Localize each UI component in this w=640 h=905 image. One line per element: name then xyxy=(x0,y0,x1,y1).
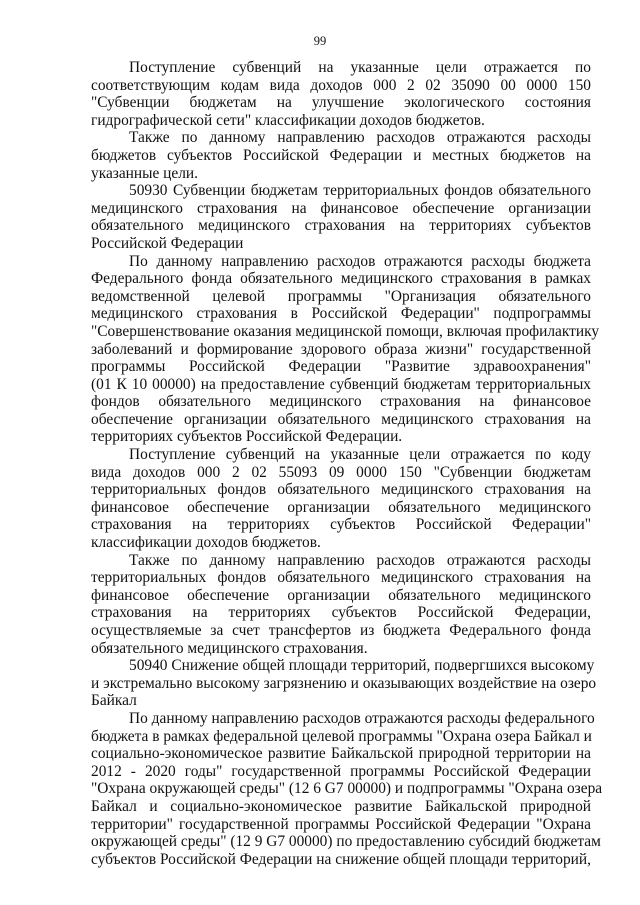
text-line: 50940 Снижение общей площади территорий, подвергшихся высокому xyxy=(129,657,595,675)
text-line: бюджета в рамках федеральной целевой программы "Охрана озера Байкал и xyxy=(91,727,592,745)
text-line: классификации доходов бюджетов. xyxy=(91,534,321,552)
text-line: территориях субъектов Российской Федерации. xyxy=(91,428,403,446)
text-line: вида доходов 000 2 02 55093 09 0000 150 "Субвенции бюджетам xyxy=(91,463,591,481)
text-line: территориальных фондов обязательного медицинского страхования на xyxy=(91,569,591,587)
text-line: "Совершенствование оказания медицинской помощи, включая профилактику xyxy=(91,322,600,340)
text-line: "Субвенции бюджетам на улучшение экологического состояния xyxy=(91,94,591,112)
text-line: Байкал и социально-экономическое развитие Байкальской природной xyxy=(91,797,591,815)
text-line: страхования на территориях субъектов Российской Федерации" xyxy=(91,516,591,534)
text-line: ведомственной целевой программы "Организация обязательного xyxy=(91,287,591,305)
text-line: "Охрана окружающей среды" (12 6 G7 00000) и подпрограммы "Охрана озера xyxy=(91,780,603,798)
text-line: и экстремально высокому загрязнению и оказывающих воздействие на озеро xyxy=(91,674,597,692)
text-line: Поступление субвенций на указанные цели отражается по коду xyxy=(129,446,591,464)
text-line: обеспечение организации обязательного медицинского страхования на xyxy=(91,410,591,428)
text-line: окружающей среды" (12 9 G7 00000) по предоставлению субсидий бюджетам xyxy=(91,833,601,851)
text-line: бюджетов субъектов Российской Федерации и местных бюджетов на xyxy=(91,146,591,164)
text-line: финансовое обеспечение организации обязательного медицинского xyxy=(91,586,591,604)
text-line: Поступление субвенций на указанные цели отражается по xyxy=(129,59,591,76)
text-line: 50930 Субвенции бюджетам территориальных фондов обязательного xyxy=(129,182,591,200)
text-line: заболеваний и формирование здорового образа жизни" государственной xyxy=(91,340,591,358)
text-line: Также по данному направлению расходов отражаются расходы xyxy=(129,551,591,569)
text-line: 2012 - 2020 годы" государственной программы Российской Федерации xyxy=(91,762,591,780)
text-line: указанные цели. xyxy=(91,164,199,182)
paragraph xyxy=(91,657,597,710)
text-line: гидрографической сети" классификации доходов бюджетов. xyxy=(91,111,485,129)
text-line: обязательного медицинского страхования на территориях субъектов xyxy=(91,217,591,235)
text-line: Байкал xyxy=(91,692,137,710)
paragraph xyxy=(91,252,600,447)
text-line: Федерального фонда обязательного медицинского страхования в рамках xyxy=(91,270,591,288)
text-line: фондов обязательного медицинского страхования на финансовое xyxy=(91,393,591,411)
text-line: осуществляемые за счет трансфертов из бюджета Федерального фонда xyxy=(91,622,591,639)
text-line: Также по данному направлению расходов отражаются расходы xyxy=(129,129,591,147)
text-line: страхования на территориях субъектов Российской Федерации, xyxy=(91,604,591,622)
text-line: Российской Федерации xyxy=(91,234,244,252)
text-line: территориальных фондов обязательного медицинского страхования на xyxy=(91,481,591,499)
text-line: программы Российской Федерации "Развитие здравоохранения" xyxy=(91,358,591,376)
paragraph xyxy=(91,709,603,868)
text-line: По данному направлению расходов отражаются расходы федерального xyxy=(129,709,595,727)
text-line: территории" государственной программы Российской Федерации "Охрана xyxy=(91,815,591,833)
text-line: социально-экономическое развитие Байкальской природной территории на xyxy=(91,745,591,763)
text-line: По данному направлению расходов отражаются расходы бюджета xyxy=(129,252,591,270)
text-line: медицинского страхования на финансовое обеспечение организации xyxy=(91,199,591,217)
page-number: 99 xyxy=(313,34,327,48)
text-line: (01 К 10 00000) на предоставление субвенций бюджетам территориальных xyxy=(91,375,591,393)
text-line: обязательного медицинского страхования. xyxy=(91,639,368,657)
paragraph xyxy=(91,552,591,658)
text-line: субъектов Российской Федерации на снижение общей площади территорий, xyxy=(91,850,591,868)
paragraph xyxy=(91,446,591,552)
text-line: соответствующим кодам вида доходов 000 2 02 35090 00 0000 150 xyxy=(91,76,591,94)
paragraph xyxy=(91,59,591,129)
paragraph xyxy=(91,129,591,182)
text-line: финансовое обеспечение организации обязательного медицинского xyxy=(91,498,591,516)
text-line: медицинского страхования в Российской Федерации" подпрограммы xyxy=(91,305,591,323)
paragraph xyxy=(91,182,591,252)
document-body xyxy=(91,59,603,868)
